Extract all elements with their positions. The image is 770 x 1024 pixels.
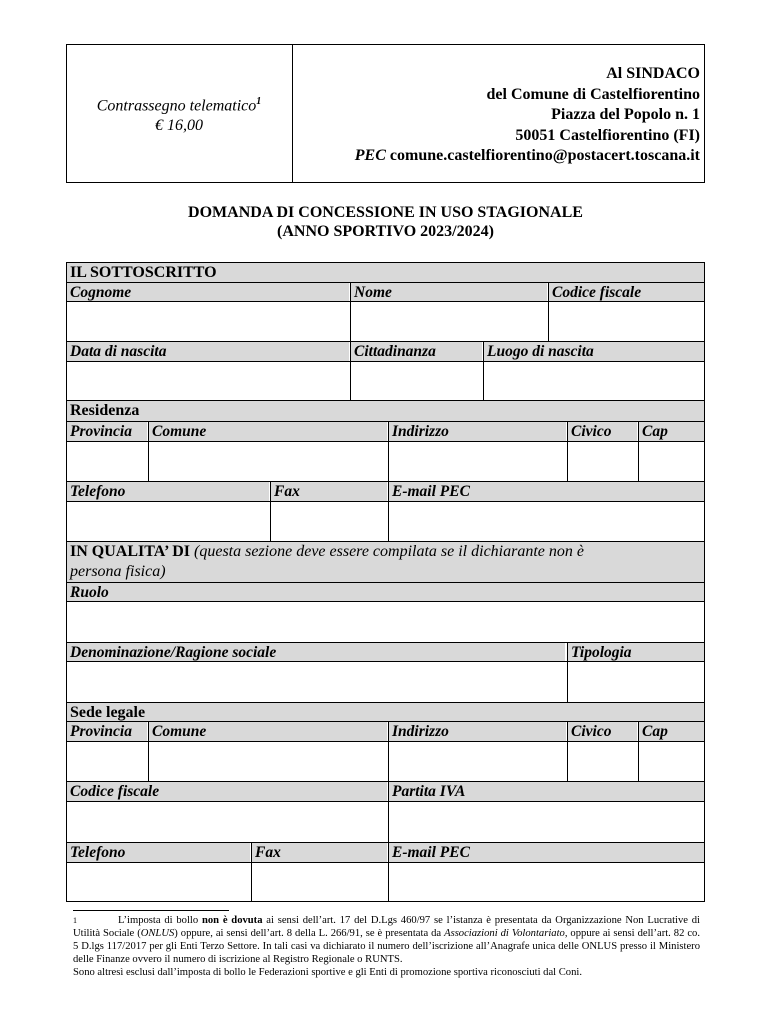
label-luogo-nascita: Luogo di nascita [484,342,704,361]
label-sede-civico: Civico [568,722,637,741]
label-sede-provincia: Provincia [67,722,147,741]
input-sede-provincia[interactable] [67,742,148,781]
addressee-line: del Comune di Castelfiorentino [486,85,700,103]
pec-email: comune.castelfiorentino@postacert.toscana.it [389,147,700,164]
qualita-heading: IN QUALITA’ DI [70,543,191,560]
footnote [73,914,700,979]
label-cap: Cap [639,422,704,441]
label-sede-fax: Fax [252,843,387,862]
input-cognome[interactable] [67,302,350,341]
label-comune: Comune [149,422,387,441]
addressee-line: 50051 Castelfiorentino (FI) [515,126,700,144]
input-codice-fiscale[interactable] [549,302,704,341]
input-cittadinanza[interactable] [351,362,483,400]
input-sede-civico[interactable] [568,742,638,781]
input-comune[interactable] [149,442,388,481]
label-sede-indirizzo: Indirizzo [389,722,566,741]
document-title [66,203,705,241]
input-sede-telefono[interactable] [67,863,251,901]
label-sede-cap: Cap [639,722,704,741]
footnote-separator [73,910,229,911]
header-divider [292,44,293,183]
qualita-note-cont: persona fisica) [70,562,166,580]
addressee-block [296,64,700,167]
footnote-text: ai sensi dell’art. 17 del D.Lgs 460/97 se l’istanza è presentata da Organizzazione Non Lucrative di Utilità Sociale ( [73,915,700,939]
footnote-italic: Associazioni di Volontariato [444,928,565,939]
label-denominazione: Denominazione/Ragione sociale [67,643,565,661]
input-data-nascita[interactable] [67,362,350,400]
input-fax[interactable] [271,502,388,541]
label-tipologia: Tipologia [568,643,704,661]
footnote-number: 1 [73,916,77,925]
footnote-text: , oppure ai sensi dell’art. 82 co. 5 D.lgs 117/2017 per gli Enti Terzo Settore. In tali casi va dichiarato il numero dell’iscrizione all’Anagrafe unica delle ONLUS presso il Ministero delle Finanze ovvero il numero di iscrizione al Registro Regionale o RUNTS. [73,928,701,965]
footnote-text: ) oppure, ai sensi dell’art. 8 della L. 266/91, se è presentata da [174,928,445,939]
pec-line [296,146,700,167]
stamp-label: Contrassegno telematico [96,97,257,115]
label-provincia: Provincia [67,422,147,441]
label-sede-email-pec: E-mail PEC [389,843,704,862]
input-email-pec[interactable] [389,502,704,541]
input-ruolo[interactable] [67,602,704,642]
label-sede-codice-fiscale: Codice fiscale [67,782,387,801]
label-nome: Nome [351,283,547,301]
section-sede-legale: Sede legale [67,703,704,721]
input-sede-fax[interactable] [252,863,388,901]
input-partita-iva[interactable] [389,802,704,842]
input-sede-email-pec[interactable] [389,863,704,901]
label-sede-telefono: Telefono [67,843,250,862]
input-sede-indirizzo[interactable] [389,742,567,781]
stamp-footnote-ref: 1 [256,96,262,107]
label-codice-fiscale: Codice fiscale [549,283,704,301]
input-sede-codice-fiscale[interactable] [67,802,388,842]
input-telefono[interactable] [67,502,270,541]
input-sede-cap[interactable] [639,742,704,781]
label-civico: Civico [568,422,637,441]
stamp-amount: € 16,00 [155,117,203,135]
section-residenza: Residenza [67,401,704,421]
input-nome[interactable] [351,302,548,341]
title-line1: DOMANDA DI CONCESSIONE IN USO STAGIONALE [188,204,583,221]
label-telefono: Telefono [67,482,269,501]
qualita-note: (questa sezione deve essere compilata se il dichiarante non è [194,543,584,560]
input-cap[interactable] [639,442,704,481]
footnote-italic: ONLUS [140,928,175,939]
input-sede-comune[interactable] [149,742,388,781]
input-luogo-nascita[interactable] [484,362,704,400]
label-data-nascita: Data di nascita [67,342,349,361]
label-fax: Fax [271,482,387,501]
input-denominazione[interactable] [67,662,567,702]
addressee-line: Piazza del Popolo n. 1 [551,106,700,123]
section-qualita [67,542,704,582]
label-cittadinanza: Cittadinanza [351,342,482,361]
section-sottoscritto: IL SOTTOSCRITTO [67,263,704,282]
title-line2: (ANNO SPORTIVO 2023/2024) [277,223,494,240]
stamp-box [66,92,292,136]
label-email-pec: E-mail PEC [389,482,704,501]
label-indirizzo: Indirizzo [389,422,566,441]
footnote-bold: non è dovuta [201,915,263,926]
input-provincia[interactable] [67,442,148,481]
label-cognome: Cognome [67,283,349,301]
pec-label: PEC [354,147,386,164]
input-civico[interactable] [568,442,638,481]
input-indirizzo[interactable] [389,442,567,481]
footnote-text: Sono altresì esclusi dall’imposta di bollo le Federazioni sportive e gli Enti di promozione sportiva riconosciuti dal Coni. [73,967,582,978]
addressee-line: Al SINDACO [606,65,700,82]
label-ruolo: Ruolo [67,583,704,601]
input-tipologia[interactable] [568,662,704,702]
label-sede-comune: Comune [149,722,387,741]
footnote-text: L’imposta di bollo [118,915,202,926]
label-partita-iva: Partita IVA [389,782,704,801]
